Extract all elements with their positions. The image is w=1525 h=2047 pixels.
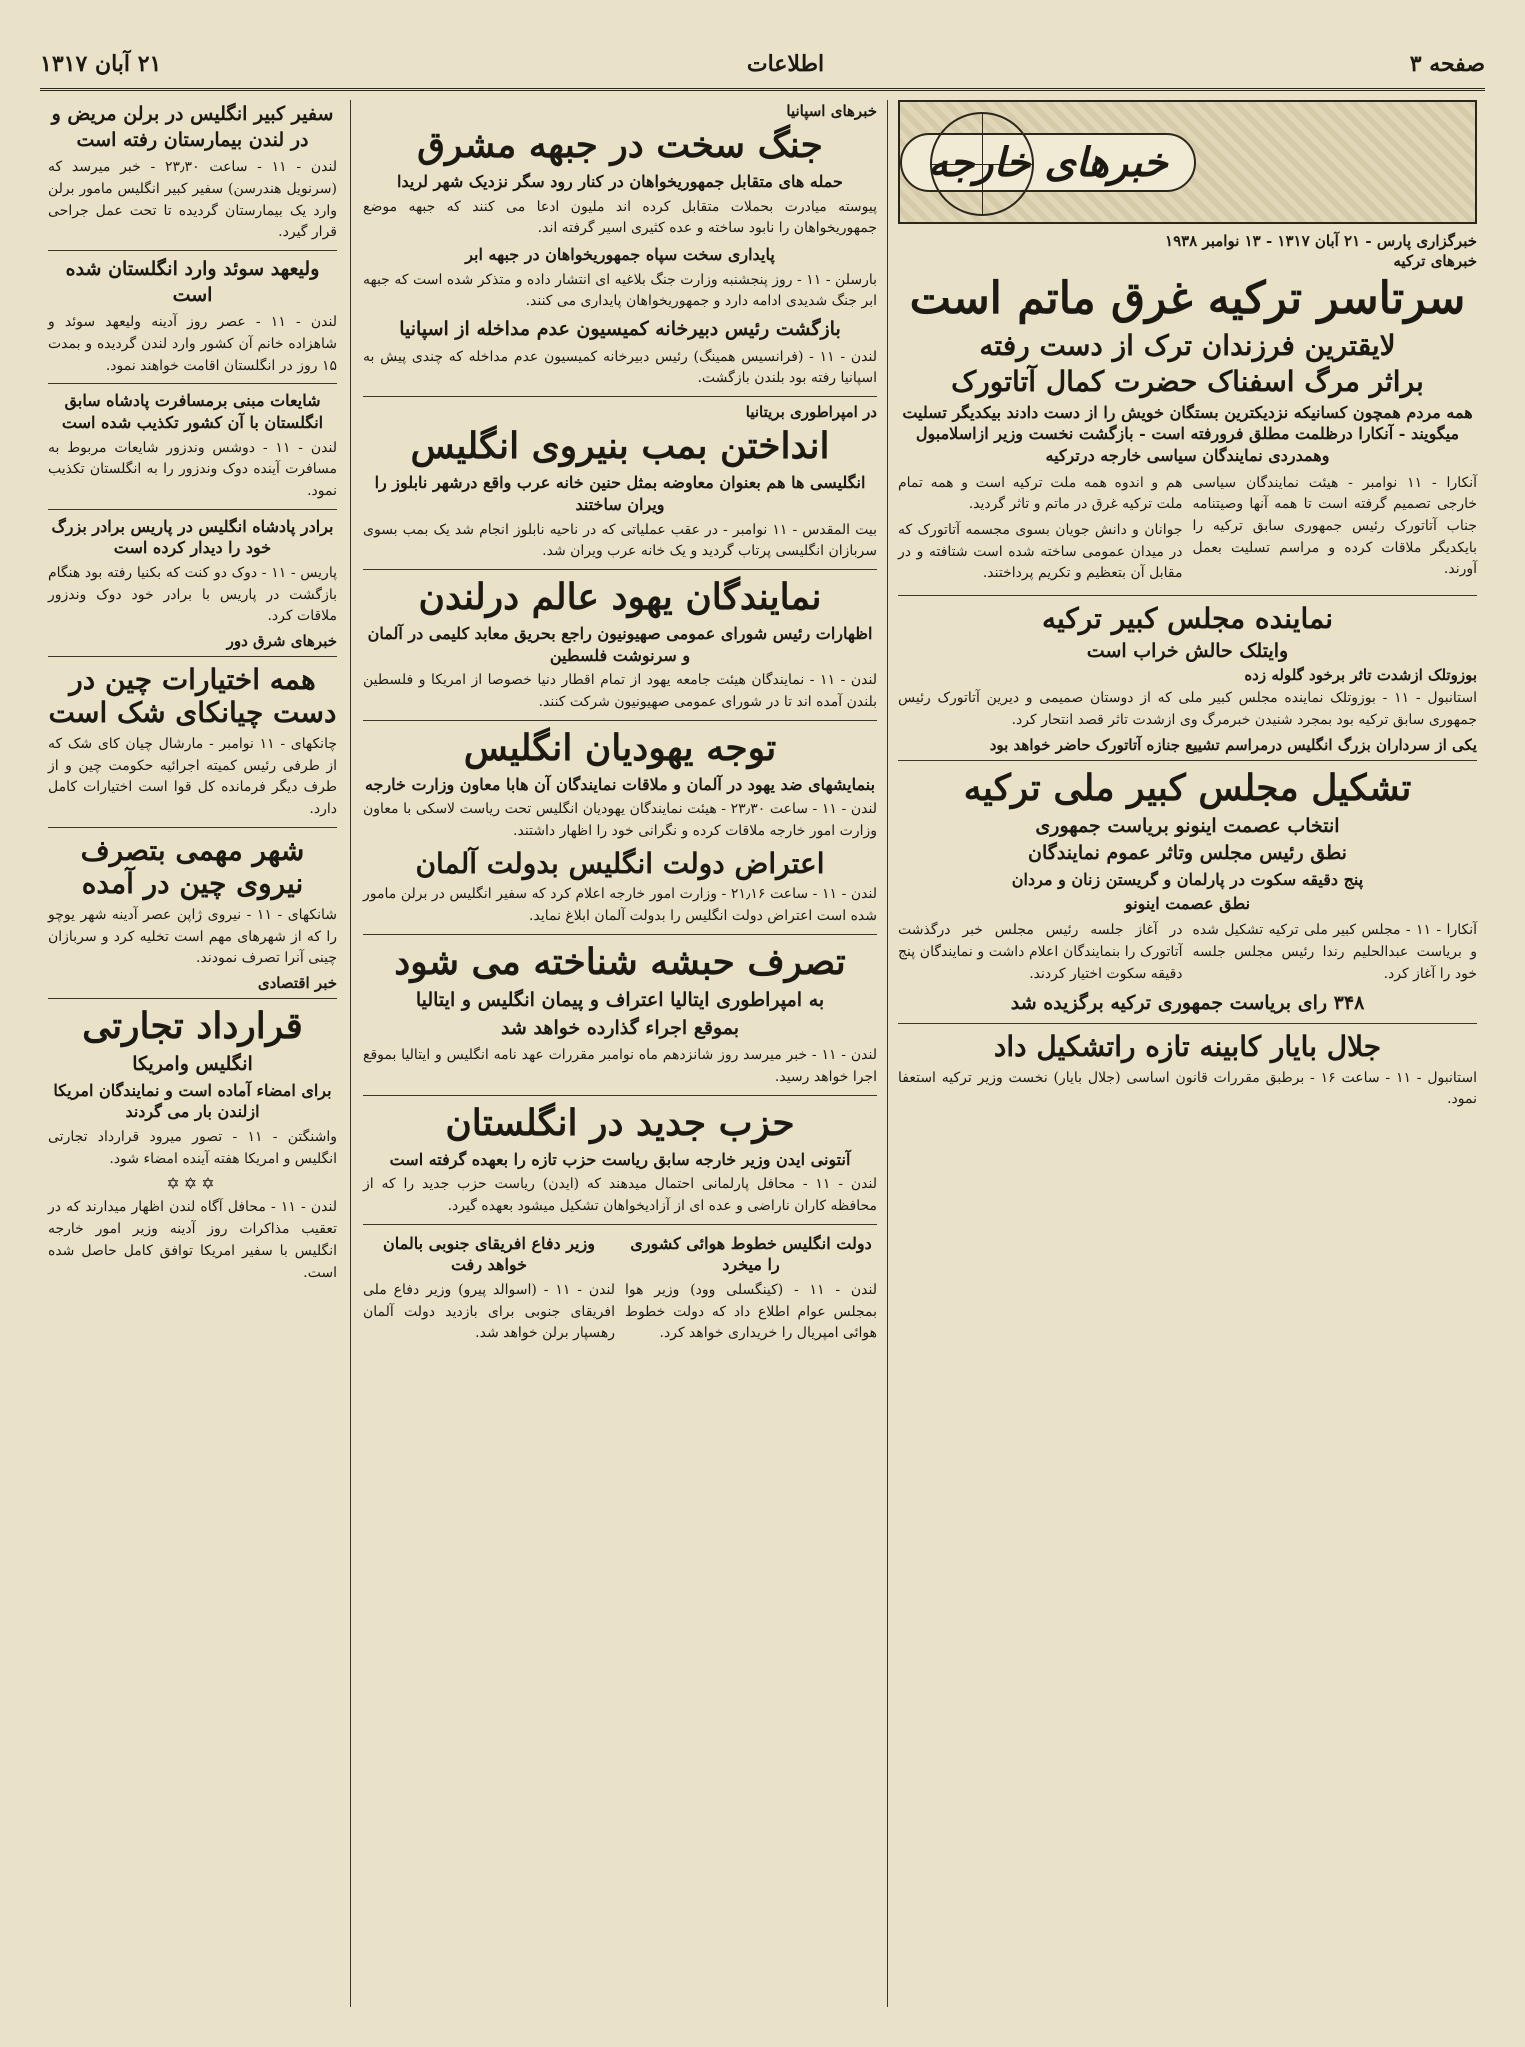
subheadline: انتخاب عصمت اینونو بریاست جمهوری: [1035, 814, 1340, 837]
subheadline: وایتلک حالش خراب است: [1086, 639, 1289, 662]
article-body: هم و اندوه همه ملت ترکیه است و همه تمام ملت ترکیه غرق در ماتم و تاثر گردید.: [898, 474, 1183, 513]
kicker: بوزوتلک ازشدت تاثر برخود گلوله زده: [1244, 666, 1477, 685]
headline: انداختن بمب بنیروی انگلیس: [410, 425, 830, 468]
headline: شایعات مبنی برمسافرت پادشاه سابق انگلستان با آن کشور تکذیب شده است: [61, 391, 324, 432]
subheadline: لایقترین فرزندان ترک از دست رفته: [979, 328, 1396, 362]
page-number: صفحه ۳: [1409, 51, 1485, 77]
subheadline: نطق رئیس مجلس وتاثر عموم نمایندگان: [1028, 842, 1347, 865]
headline: قرارداد تجارتی: [82, 1005, 303, 1048]
foreign-news-banner: [898, 100, 1477, 224]
article-body: لندن - ۱۱ - محافل پارلمانی احتمال میدهند که (ایدن) ریاست حزب جدید را که از محافظه کاران ناراضی و عده ای از آزادیخواهان تشکیل میشود بعهده گیرد.: [363, 1176, 877, 1215]
subheadline: حمله های متقابل جمهوریخواهان در کنار رود سگر نزدیک شهر لریدا: [397, 172, 843, 192]
article-body: لندن - ۱۱ - (اسوالد پیرو) وزیر دفاع ملی افریقای جنوبی برای بازدید دولت آلمان رهسپار برلن خواهد شد.: [363, 1281, 615, 1342]
article-body: لندن - ۱۱ - خبر میرسد روز شانزدهم ماه نوامبر مقررات عهد نامه انگلیس و ایتالیا بموقع اجرا خواهد رسید.: [363, 1047, 877, 1085]
article-body: آنکارا - ۱۱ نوامبر - هیئت نمایندگان سیاسی خارجی تصمیم گرفته است تا همه آنها وصیتنامه جناب آتاتورک رئیس جمهوری سابق ترکیه را بایکدیگر ملاقات کرده و مراسم تسلیت بعمل آورند.: [1192, 474, 1477, 578]
column-middle: [355, 100, 885, 2007]
issue-date: ۲۱ آبان ۱۳۱۷: [40, 51, 162, 77]
headline: جلال بایار کابینه تازه راتشکیل داد: [993, 1029, 1382, 1063]
subheadline: پایداری سخت سپاه جمهوریخواهان در جبهه ابر: [465, 245, 775, 265]
headline: تصرف حبشه شناخته می شود: [394, 940, 846, 983]
article-body: جوانان و دانش جویان بسوی مجسمه آتاتورک که در میدان عمومی ساخته شده است شتافته و در مقابل آن بتعظیم و تکریم پرداختند.: [898, 521, 1183, 582]
article-body: لندن - ۱۱ - ساعت ۲۱٫۱۶ - وزارت امور خارجه اعلام کرد که سفیر انگلیس در برلن مامور شده است اعتراض دولت انگلیس را بدولت آلمان ابلاغ نماید.: [363, 886, 877, 925]
subheadline: آنتونی ایدن وزیر خارجه سابق ریاست حزب تازه را بعهده گرفته است: [389, 1149, 851, 1169]
headline: توجه یهودیان انگلیس: [463, 726, 777, 769]
subheadline: براثر مرگ اسفناک حضرت کمال آتاتورک: [951, 365, 1424, 399]
section-label: در امپراطوری بریتانیا: [745, 403, 877, 422]
column-left: [40, 100, 345, 2007]
article-body: استانبول - ۱۱ - بوزوتلک نماینده مجلس کبیر ملی که از دوستان صمیمی و دیرین آتاتورک رئیس جمهوری سابق ترکیه بود بمجرد شنیدن خبرمرگ وی ازشدت تاثر قصد انتحار کرد.: [898, 690, 1477, 728]
headline: بازگشت رئیس دبیرخانه کمیسیون عدم مداخله از اسپانیا: [399, 318, 841, 341]
star-divider: ✡✡✡: [166, 1174, 219, 1194]
article-body: پاریس - ۱۱ - دوک دو کنت که بکنیا رفته بود هنگام بازگشت در پاریس با برادر خود دوک وندزور ملاقات کرد.: [48, 564, 337, 625]
deck: همه مردم همچون کسانیکه نزدیکترین بستگان خویش را از دست دادند بیکدیگر تسلیت میگویند - آنکارا درظلمت مطلق فرورفته است - بازگشت نخست وزیر ازاسلامبول وهمدردی نمایندگان سیاسی خارجه درترکیه: [902, 402, 1473, 465]
headline: برادر پادشاه انگلیس در پاریس برادر بزرگ خود را دیدار کرده است: [51, 516, 334, 558]
subheadline: اظهارات رئیس شورای عمومی صهیونیون راجع بحریق معابد کلیمی در آلمان و سرنوشت فلسطین: [367, 624, 873, 665]
section-label: خبرهای اسپانیا: [786, 102, 877, 120]
headline: شهر مهمی بتصرف نیروی چین در آمده: [80, 833, 305, 901]
article-body: آنکارا - ۱۱ - مجلس کبیر ملی ترکیه تشکیل شده و بریاست عبدالحلیم رندا رئیس مجلس جلسه خود را آغاز کرد.: [1192, 922, 1477, 982]
headline: همه اختیارات چین در دست چیانکای شک است: [48, 662, 337, 730]
subheadline: برای امضاء آماده است و نمایندگان امریکا ازلندن بار می گردند: [53, 1080, 332, 1122]
section-label: خبرهای شرق دور: [226, 631, 337, 650]
headline: سرتاسر ترکیه غرق ماتم است: [909, 273, 1466, 324]
headline: تشکیل مجلس کبیر ملی ترکیه: [963, 766, 1412, 809]
column-rule: [887, 100, 888, 2007]
subheadline: انگلیس وامریکا: [132, 1053, 253, 1076]
article-body: لندن - ۱۱ - دوشس وندزور شایعات مربوط به مسافرت آینده دوک وندزور را به انگلستان تکذیب نمود.: [48, 439, 337, 499]
globe-icon: [930, 112, 1034, 216]
column-right: [890, 100, 1485, 2007]
masthead: [40, 40, 1485, 91]
article-body: بارسلن - ۱۱ - روز پنجشنبه وزارت جنگ بلاغیه ای انتشار داده و متذکر شده است که جبهه ابر جنگ شدیدی ادامه دارد و جمهوریخواهان پایداری می کنند.: [363, 271, 878, 310]
article-body: پیوسته میادرت بحملات متقابل کرده اند ملیون ادعا می کنند که جبهه موضع جمهوریخواهان را نابود ساخته و عده کثیری اسیر گرفته اند.: [363, 198, 877, 237]
subheadline: انگلیسی ها هم بعنوان معاوضه بمثل حنین خانه عرب واقع درشهر نابلوز را ویران ساختند: [374, 473, 866, 514]
article-body: لندن - ۱۱ - ساعت ۲۳٫۳۰ - هیئت نمایندگان یهودیان انگلیس تحت ریاست لاسکی با معاون وزارت امور خارجه ملاقات کرده و نگرانی خود را اظهار داشتند.: [363, 801, 877, 840]
headline: ولیعهد سوئد وارد انگلستان شده است: [65, 258, 320, 306]
article-body: استانبول - ۱۱ - ساعت ۱۶ - برطبق مقررات قانون اساسی (جلال بایار) نخست وزیر ترکیه استعفا نمود.: [898, 1069, 1477, 1108]
section-label: خبرهای ترکیه: [1393, 252, 1477, 270]
article-body: بیت المقدس - ۱۱ نوامبر - در عقب عملیاتی که در ناحیه نابلوز انجام شد یک بمب بسوی سربازان انگلیسی پرتاب گردید و یک خانه عرب ویران شد.: [363, 521, 877, 560]
section-label: خبر اقتصادی: [257, 974, 337, 993]
article-body: لندن - ۱۱ - (فرانسیس همینگ) رئیس دبیرخانه کمیسیون عدم مداخله که چندی پیش به اسپانیا رفته بود بلندن بازگشت.: [363, 348, 877, 387]
article-body: لندن - ۱۱ - محافل آگاه لندن اظهار میدارند که در تعقیب مذاکرات روز آدینه وزیر امور خارجه انگلیس با سفیر امریکا توافق کامل حاصل شده است.: [48, 1199, 337, 1281]
headline: دولت انگلیس خطوط هوائی کشوری را میخرد: [630, 1233, 872, 1275]
banner-title: خبرهای خارجه: [900, 133, 1196, 192]
headline: اعتراض دولت انگلیس بدولت آلمان: [415, 846, 825, 880]
subheadline: به امپراطوری ایتالیا اعتراف و پیمان انگلیس و ایتالیا: [415, 988, 825, 1011]
article-body: لندن - ۱۱ - (کینگسلی وود) وزیر هوا بمجلس عوام اطلاع داد که دولت خطوط هوائی امپریال را خریداری خواهد کرد.: [625, 1281, 877, 1342]
subheadline: نطق عصمت اینونو: [1124, 893, 1251, 913]
article-body: لندن - ۱۱ - عصر روز آدینه ولیعهد سوئد و شاهزاده خانم آن کشور وارد لندن گردیده و بمدت ۱۵ روز در انگلستان اقامت خواهند نمود.: [48, 314, 337, 374]
headline: حزب جدید در انگلستان: [445, 1101, 795, 1144]
article-body: در آغاز جلسه رئیس مجلس خبر درگذشت آتاتورک را بنمایندگان اعلام داشت و نمایندگان پنج دقیقه سکوت اختیار کردند.: [898, 922, 1183, 982]
headline: نماینده مجلس کبیر ترکیه: [1041, 602, 1334, 635]
article-body: شانکهای - ۱۱ - نیروی ژاپن عصر آدینه شهر یوچو را که از شهرهای مهم است تخلیه کرد و سربازان چینی آنرا تصرف نمودند.: [48, 907, 338, 967]
article-body: لندن - ۱۱ - ساعت ۲۳٫۳۰ - خبر میرسد که (سرنویل هندرسن) سفیر کبیر انگلیس مامور برلن وارد یک بیمارستان گردیده تا تحت عمل جراحی قرار گیرد.: [48, 159, 337, 241]
subheadline: بنمایشهای ضد یهود در آلمان و ملاقات نمایندگان آن هابا معاون وزارت خارجه: [364, 774, 876, 794]
newspaper-name: اطلاعات: [746, 51, 825, 77]
headline: وزیر دفاع افریقای جنوبی بالمان خواهد رفت: [383, 1233, 595, 1275]
column-rule: [350, 100, 351, 2007]
article-body: لندن - ۱۱ - نمایندگان هیئت جامعه یهود از تمام اقطار دنیا خصوصا از امریکا و فلسطین بلندن آمده اند تا در شورای عمومی صهیونیون شرکت کنند.: [363, 672, 877, 710]
article-body: واشنگتن - ۱۱ - تصور میرود قرارداد تجارتی انگلیس و امریکا هفته آینده امضاء شود.: [48, 1129, 337, 1167]
subheadline: پنج دقیقه سکوت در پارلمان و گریستن زنان و مردان: [1011, 870, 1364, 890]
headline: جنگ سخت در جبهه مشرق: [417, 124, 823, 166]
article-body: چانکهای - ۱۱ نوامبر - مارشال چیان کای شک که از طرفی رئیس کمیته اجرائیه حکومت چین و از طرف دیگر فرمانده کل قوا است اختیارات کامل دارد.: [48, 736, 337, 818]
headline: سفیر کبیر انگلیس در برلن مریض و در لندن بیمارستان رفته است: [51, 103, 334, 151]
vote-result: ۳۴۸ رای بریاست جمهوری ترکیه برگزیده شد: [1010, 992, 1365, 1015]
agency-line: خبرگزاری پارس - ۲۱ آبان ۱۳۱۷ - ۱۳ نوامبر ۱۹۳۸: [1165, 232, 1477, 250]
kicker: یکی از سرداران بزرگ انگلیس درمراسم تشییع جنازه آتاتورک حاضر خواهد بود: [989, 735, 1477, 754]
subheadline: بموقع اجراء گذارده خواهد شد: [500, 1016, 740, 1039]
headline: نمایندگان یهود عالم درلندن: [418, 575, 822, 618]
